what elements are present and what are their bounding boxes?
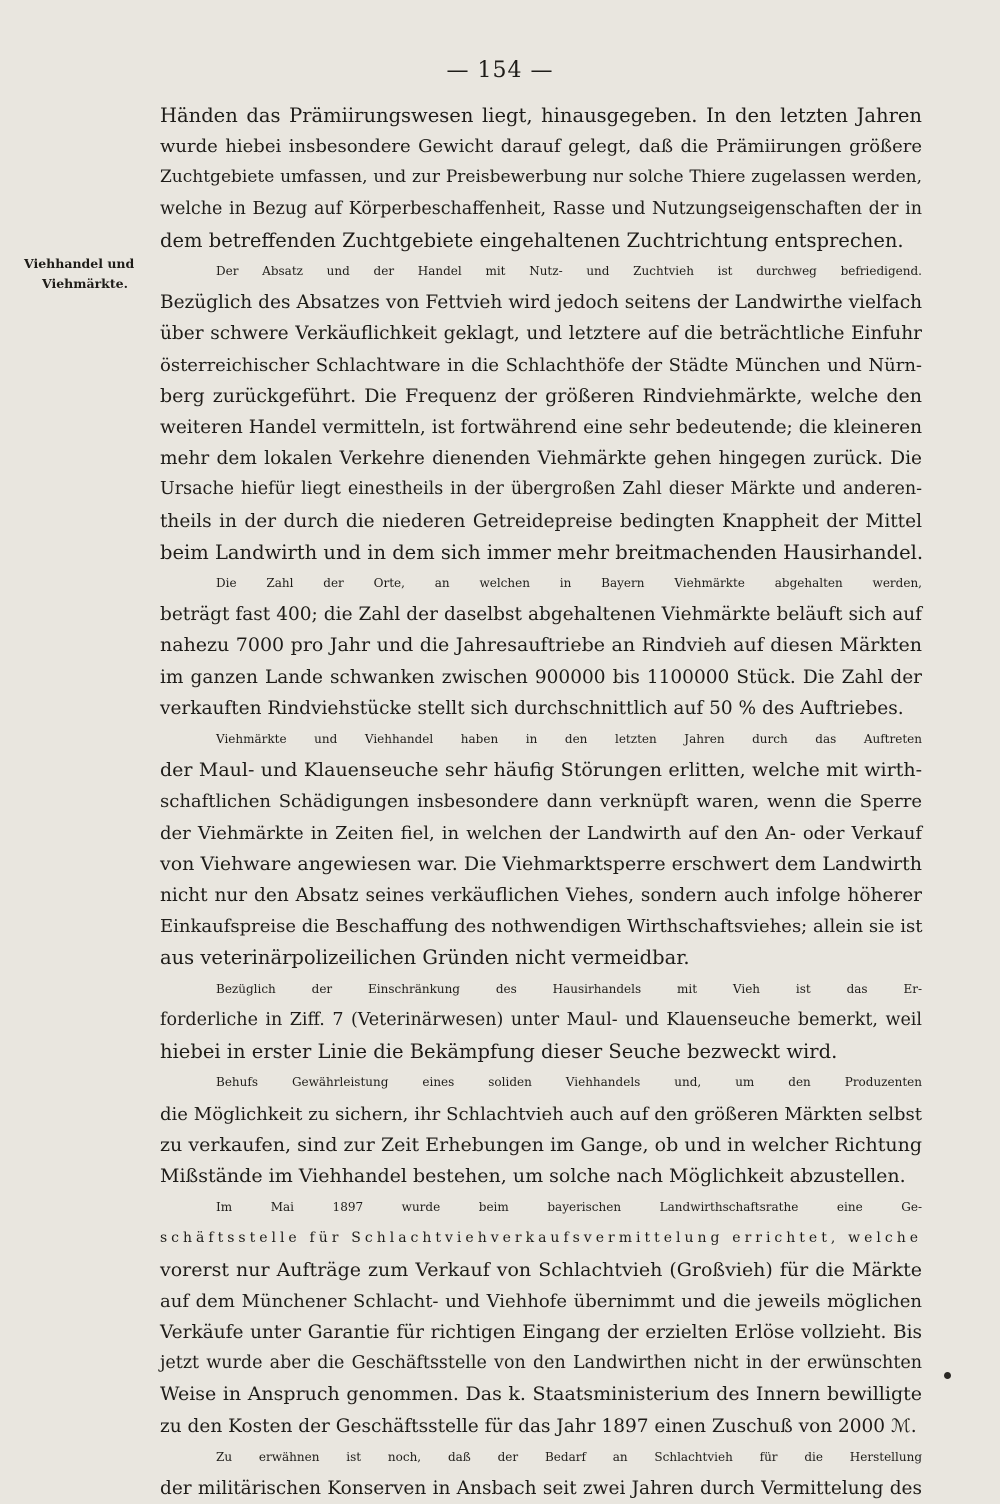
text-line: nicht nur den Absatz seines verkäuflichen Viehes, sondern auch infolge höherer — [160, 885, 922, 907]
text-line: beträgt fast 400; die Zahl der daselbst abgehaltenen Viehmärkte beläuft sich auf — [160, 604, 922, 626]
text-line: Verkäufe unter Garantie für richtigen Eingang der erzielten Erlöse vollzieht. Bis — [160, 1321, 922, 1343]
text-line: zu den Kosten der Geschäftsstelle für das Jahr 1897 einen Zuschuß von 2000 ℳ. — [160, 1415, 917, 1437]
margin-note-line: Viehhandel und — [24, 256, 135, 271]
text-line: Mißstände im Viehhandel bestehen, um solche nach Möglichkeit abzustellen. — [160, 1164, 906, 1187]
text-line: Einkaufspreise die Beschaffung des nothwendigen Wirthschaftsviehes; allein sie ist — [160, 916, 923, 938]
text-line: die Möglichkeit zu sichern, ihr Schlachtvieh auch auf den größeren Märkten selbst — [160, 1103, 922, 1125]
text-line: der Maul- und Klauenseuche sehr häufig Störungen erlitten, welche mit wirth- — [160, 759, 922, 782]
text-line: wurde hiebei insbesondere Gewicht darauf gelegt, daß die Prämiirungen größere — [160, 136, 922, 158]
text-line: über schwere Verkäuflichkeit geklagt, und letztere auf die beträchtliche Einfuhr — [160, 323, 922, 345]
text-line: Im Mai 1897 wurde beim bayerischen Landwirthschaftsrathe eine Ge- — [216, 1200, 922, 1215]
text-line: Bezüglich der Einschränkung des Hausirhandels mit Vieh ist das Er- — [216, 981, 922, 996]
text-line: Behufs Gewährleistung eines soliden Viehhandels und, um den Produzenten — [216, 1075, 922, 1090]
text-line: mehr dem lokalen Verkehre dienenden Viehmärkte gehen hingegen zurück. Die — [160, 448, 922, 470]
text-line: aus veterinärpolizeilichen Gründen nicht vermeidbar. — [160, 946, 690, 970]
text-line: vorerst nur Aufträge zum Verkauf von Schlachtvieh (Großvieh) für die Märkte — [160, 1258, 922, 1281]
text-line: nahezu 7000 pro Jahr und die Jahresauftriebe an Rindvieh auf diesen Märkten — [160, 634, 922, 657]
text-line: beim Landwirth und in dem sich immer mehr breitmachenden Hausirhandel. — [160, 540, 924, 564]
text-line: zu verkaufen, sind zur Zeit Erhebungen im Gange, ob und in welcher Richtung — [160, 1133, 922, 1156]
text-line: Der Absatz und der Handel mit Nutz- und Zuchtvieh ist durchweg befriedigend. — [216, 264, 922, 279]
text-line: Zuchtgebiete umfassen, und zur Preisbewerbung nur solche Thiere zugelassen werden, — [160, 167, 922, 188]
text-line: im ganzen Lande schwanken zwischen 900000 bis 1100000 Stück. Die Zahl der — [160, 666, 922, 688]
text-line: welche in Bezug auf Körperbeschaffenheit, Rasse und Nutzungseigenschaften der in — [160, 198, 922, 219]
text-line: von Viehware angewiesen war. Die Viehmarktsperre erschwert dem Landwirth — [160, 852, 922, 875]
text-line: berg zurückgeführt. Die Frequenz der größeren Rindviehmärkte, welche den — [160, 384, 922, 407]
text-line: jetzt wurde aber die Geschäftsstelle von den Landwirthen nicht in der erwünschten — [160, 1353, 922, 1374]
body-text — [160, 100, 922, 1504]
text-line: der militärischen Konserven in Ansbach seit zwei Jahren durch Vermittelung des — [160, 1477, 922, 1499]
text-line: Weise in Anspruch genommen. Das k. Staatsministerium des Innern bewilligte — [160, 1383, 922, 1406]
text-line: theils in der durch die niederen Getreidepreise bedingten Knappheit der Mittel — [160, 510, 922, 532]
text-line: schäftsstelle für Schlachtviehverkaufsvermittelung errichtet, welche — [160, 1230, 922, 1247]
text-line: forderliche in Ziff. 7 (Veterinärwesen) unter Maul- und Klauenseuche bemerkt, weil — [160, 1009, 922, 1030]
text-line: Zu erwähnen ist noch, daß der Bedarf an Schlachtvieh für die Herstellung — [216, 1449, 922, 1464]
text-line: Die Zahl der Orte, an welchen in Bayern Viehmärkte abgehalten werden, — [216, 576, 922, 591]
text-line: Bezüglich des Absatzes von Fettvieh wird jedoch seitens der Landwirthe vielfach — [160, 292, 922, 314]
text-line: schaftlichen Schädigungen insbesondere dann verknüpft waren, wenn die Sperre — [160, 791, 922, 813]
text-line: auf dem Münchener Schlacht- und Viehhofe übernimmt und die jeweils möglichen — [160, 1290, 922, 1312]
margin-note — [24, 254, 160, 294]
text-line: Händen das Prämiirungswesen liegt, hinausgegeben. In den letzten Jahren — [160, 104, 922, 127]
text-line: weiteren Handel vermitteln, ist fortwährend eine sehr bedeutende; die kleineren — [160, 417, 922, 439]
margin-note-line: Viehmärkte. — [42, 276, 128, 291]
text-line: österreichischer Schlachtware in die Schlachthöfe der Städte München und Nürn- — [160, 354, 922, 376]
text-line: verkauften Rindviehstücke stellt sich durchschnittlich auf 50 % des Auftriebes. — [160, 697, 904, 719]
page-number: — 154 — — [446, 58, 554, 83]
text-line: Viehmärkte und Viehhandel haben in den letzten Jahren durch das Auftreten — [216, 732, 922, 747]
text-line: Ursache hiefür liegt einestheils in der übergroßen Zahl dieser Märkte und anderen- — [160, 479, 922, 500]
text-line: dem betreffenden Zuchtgebiete eingehaltenen Zuchtrichtung entsprechen. — [160, 228, 904, 252]
text-line: der Viehmärkte in Zeiten fiel, in welchen der Landwirth auf den An- oder Verkauf — [160, 822, 922, 844]
ink-spot — [944, 1372, 951, 1379]
text-line: hiebei in erster Linie die Bekämpfung dieser Seuche bezweckt wird. — [160, 1040, 838, 1064]
